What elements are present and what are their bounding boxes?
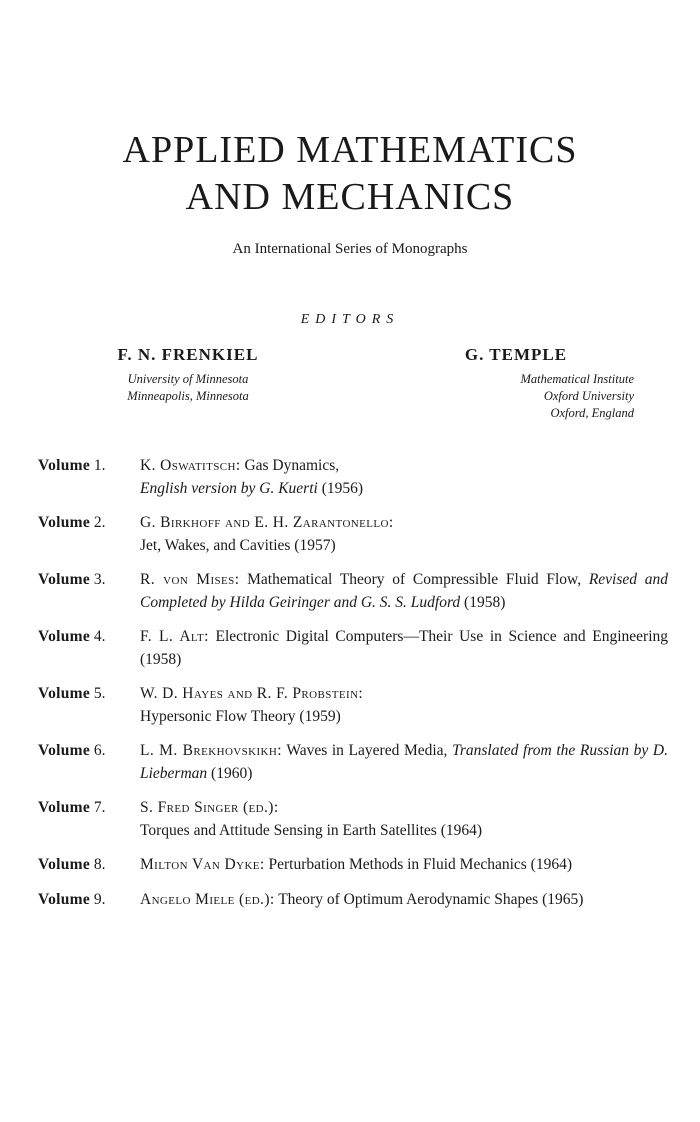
- series-title-line-1: APPLIED MATHEMATICS: [122, 129, 578, 171]
- volume-description: [140, 512, 668, 557]
- volume-author: Milton Van Dyke:: [140, 856, 265, 873]
- volume-label: Volume 7.: [38, 799, 106, 816]
- volume-label: Volume 4.: [38, 628, 106, 645]
- volume-label: Volume 5.: [38, 685, 106, 702]
- affiliation-line: Minneapolis, Minnesota: [127, 389, 249, 403]
- volume-entry: [38, 854, 668, 877]
- affiliation-line: Oxford University: [543, 389, 634, 403]
- volume-description: [140, 683, 668, 728]
- volume-list: [38, 455, 668, 923]
- volume-title: Jet, Wakes, and Cavities (1957): [140, 536, 336, 554]
- volume-italic-note: Translated from the Russian by D. Lieberman: [140, 742, 668, 782]
- volume-author: L. M. Brekhovskikh:: [140, 742, 282, 759]
- volume-year: (1960): [211, 764, 253, 782]
- editors-heading: EDITORS: [300, 312, 400, 327]
- editor-affiliation: [386, 371, 646, 422]
- volume-title: Hypersonic Flow Theory (1959): [140, 707, 341, 725]
- volume-description: [140, 740, 668, 785]
- editor-name: G. TEMPLE: [464, 345, 568, 364]
- volume-entry: [38, 569, 668, 614]
- volume-label: Volume 3.: [38, 571, 106, 588]
- volume-description: [140, 569, 668, 614]
- volume-entry: [38, 797, 668, 842]
- series-title-line-2: AND MECHANICS: [185, 176, 515, 218]
- volume-label: Volume 6.: [38, 742, 106, 759]
- volume-italic-note: English version by G. Kuerti: [140, 479, 318, 497]
- volume-entry: [38, 512, 668, 557]
- volume-title: Torques and Attitude Sensing in Earth Satellites (1964): [140, 821, 483, 839]
- volume-title: Theory of Optimum Aerodynamic Shapes (1965): [278, 890, 584, 908]
- volume-title: Electronic Digital Computers—Their Use in Science and Engineering (1958): [140, 628, 668, 668]
- volume-entry: [38, 889, 668, 912]
- volume-description: [140, 854, 668, 877]
- volume-author: F. L. Alt:: [140, 628, 209, 645]
- volume-author: G. Birkhoff and E. H. Zarantonello:: [140, 514, 394, 531]
- volume-title: Gas Dynamics,: [244, 457, 340, 474]
- affiliation-line: Mathematical Institute: [520, 372, 634, 386]
- editor-affiliation: [58, 371, 318, 405]
- affiliation-line: Oxford, England: [550, 406, 634, 420]
- volume-author: R. von Mises:: [140, 571, 240, 588]
- volume-italic-note: Revised and Completed by Hilda Geiringer and G. S. S. Ludford: [140, 571, 668, 611]
- volume-entry: [38, 626, 668, 671]
- volume-description: [140, 889, 668, 912]
- series-subtitle: An International Series of Monographs: [232, 241, 468, 257]
- affiliation-line: University of Minnesota: [127, 372, 249, 386]
- volume-title: Mathematical Theory of Compressible Fluid Flow,: [247, 571, 582, 588]
- volume-author: S. Fred Singer (ed.):: [140, 799, 279, 816]
- volume-entry: [38, 740, 668, 785]
- volume-label: Volume 8.: [38, 856, 106, 873]
- volume-description: [140, 455, 668, 500]
- volume-description: [140, 626, 668, 671]
- volume-title: Perturbation Methods in Fluid Mechanics (1964): [268, 856, 572, 873]
- editor-frenkiel: [58, 345, 318, 405]
- volume-year: (1958): [464, 593, 506, 611]
- editor-name: F. N. FRENKIEL: [117, 345, 259, 364]
- volume-entry: [38, 455, 668, 500]
- volume-description: [140, 797, 668, 842]
- volume-title: Waves in Layered Media,: [286, 742, 448, 759]
- editor-temple: [386, 345, 646, 422]
- volume-author: Angelo Miele (ed.):: [140, 890, 275, 908]
- volume-author: W. D. Hayes and R. F. Probstein:: [140, 685, 364, 702]
- volume-label: Volume 2.: [38, 514, 106, 531]
- volume-author: K. Oswatitsch:: [140, 457, 241, 474]
- volume-label: Volume 1.: [38, 457, 106, 474]
- volume-entry: [38, 683, 668, 728]
- volume-year: (1956): [321, 479, 364, 497]
- volume-label: Volume 9.: [38, 890, 106, 908]
